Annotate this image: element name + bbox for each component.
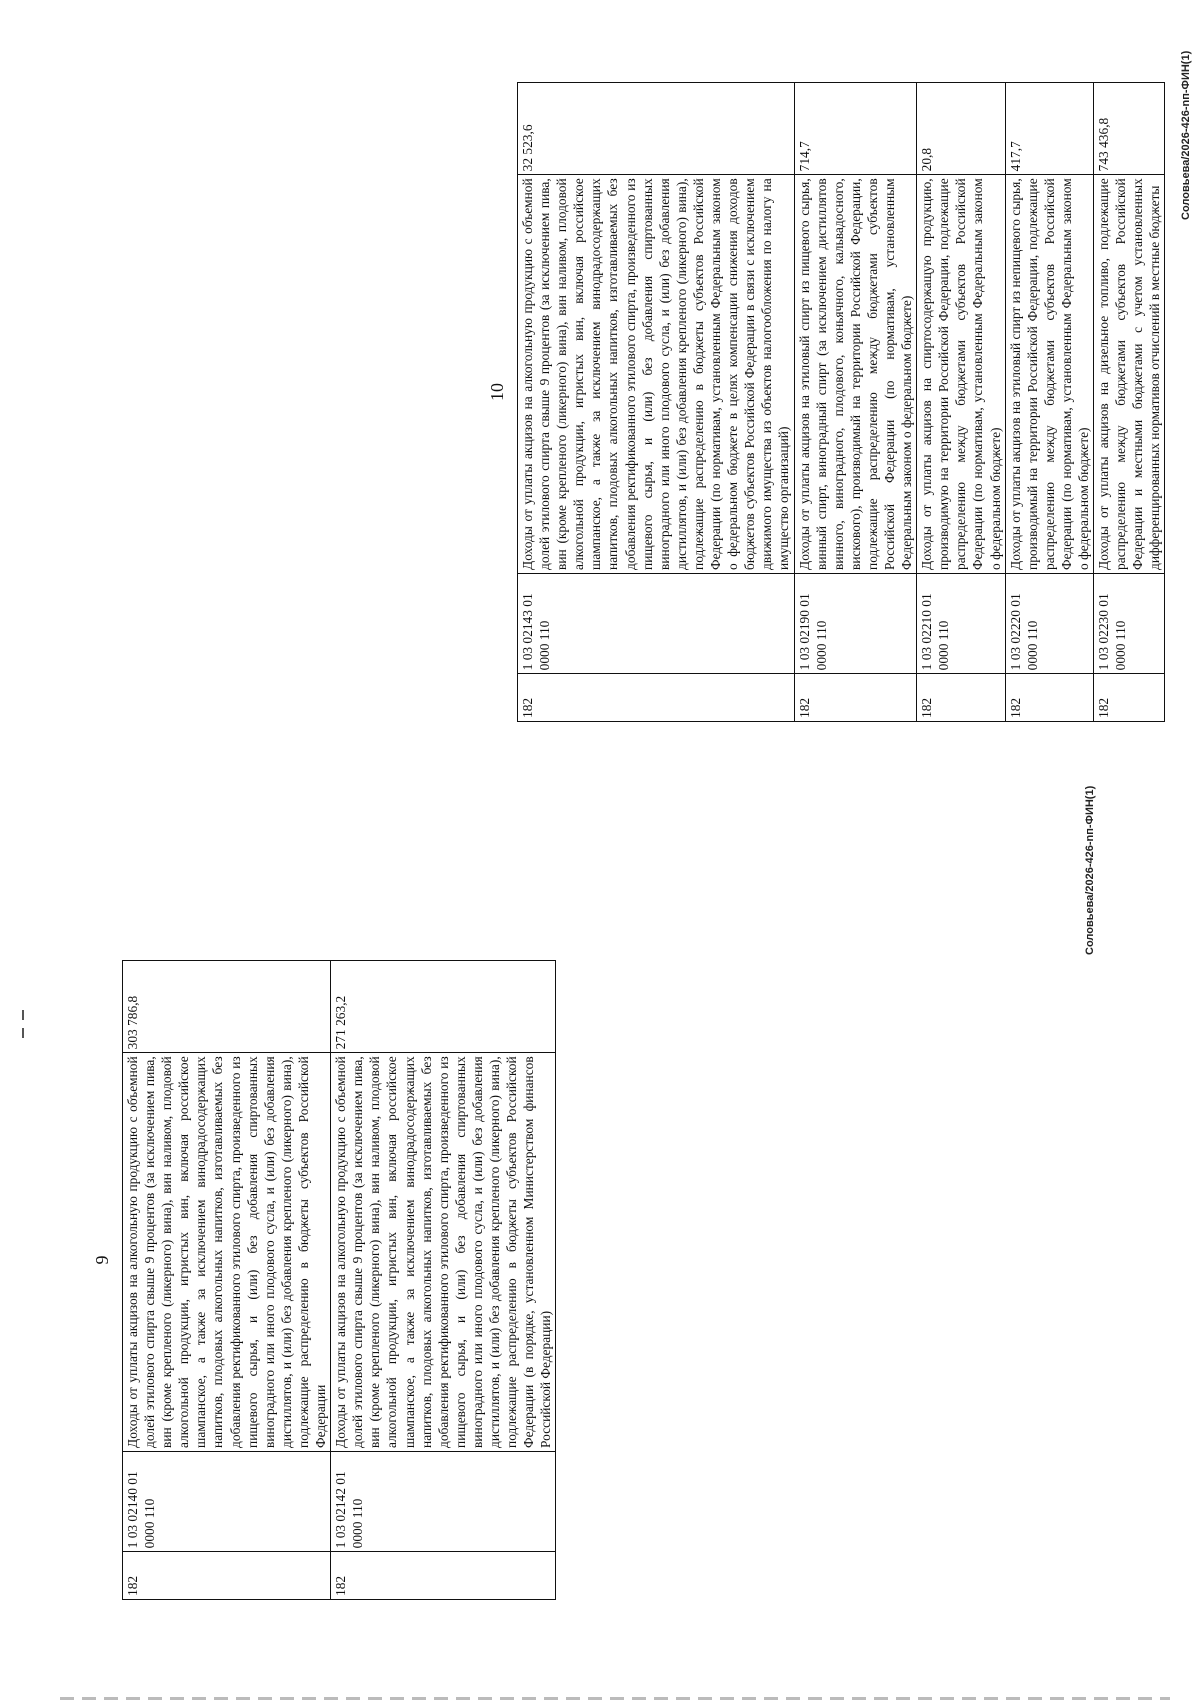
- page-9: [92, 920, 556, 1600]
- table-row: [1094, 83, 1165, 722]
- page-number: 9: [92, 1255, 112, 1265]
- revenue-name-cell: Доходы от уплаты акцизов на спиртосодержащую продукцию, производимую на территории Российской Федерации, подлежащие распределению между бюджетами субъектов Российской Федерации (по нормативам, установленным Федеральным законом о федеральном бюджете): [917, 175, 1005, 574]
- page-number: 10: [487, 383, 507, 401]
- budget-code-cell: 1 03 02230 01 0000 110: [1094, 573, 1165, 673]
- budget-code-cell: 1 03 02210 01 0000 110: [917, 573, 1005, 673]
- table-row: [1005, 83, 1093, 722]
- scan-mark: [22, 1010, 24, 1020]
- amount-cell: 417,7: [1005, 83, 1093, 175]
- budget-code-cell: 1 03 02190 01 0000 110: [794, 573, 917, 673]
- amount-cell: 303 786,8: [123, 961, 331, 1053]
- org-code-cell: 182: [917, 674, 1005, 722]
- revenue-name-cell: Доходы от уплаты акцизов на этиловый спирт из пищевого сырья, винный спирт, виноградный спирт (за исключением дистиллятов винного, виноградного, плодового, коньячного, кальвадосного, вискового), производимый на территории Российской Федерации, подлежащие распределению между бюджетами субъектов Российской Федерации (по нормативам, установленным Федеральным законом о федеральном бюджете): [794, 175, 917, 574]
- revenue-table: [517, 82, 1165, 722]
- revenue-table: [122, 960, 556, 1600]
- revenue-name-cell: Доходы от уплаты акцизов на дизельное топливо, подлежащие распределению между бюджетами субъектов Российской Федерации и местными бюджетами с учетом установленных дифференцированных нормативов отчислений в местные бюджеты: [1094, 175, 1165, 574]
- scan-mark: [22, 1028, 24, 1038]
- amount-cell: 20,8: [917, 83, 1005, 175]
- table-row: [123, 961, 331, 1600]
- page-10: [487, 62, 1165, 722]
- org-code-cell: 182: [518, 674, 795, 722]
- revenue-name-cell: Доходы от уплаты акцизов на алкогольную продукцию с объемной долей этилового спирта свыше 9 процентов (за исключением пива, вин (кроме крепленого (ликерного) вина), вин наливом, плодовой алкогольной продукции, игристых вин, включая российское шампанское, а также за исключением винодрадосодержащих напитков, плодовых алкогольных напитков, изготавливаемых без добавления ректификованного этилового спирта, произведенного из пищевого сырья, и (или) без добавления спиртованных виноградного или иного плодового сусла, и (или) без добавления дистиллятов, и (или) без добавления крепленого (ликерного) вина), подлежащие распределению в бюджеты субъектов Российской Федерации (в порядке, установленном Министерством финансов Российской Федерации): [331, 1053, 556, 1452]
- budget-code-cell: 1 03 02140 01 0000 110: [123, 1451, 331, 1551]
- budget-code-cell: 1 03 02143 01 0000 110: [518, 573, 795, 673]
- revenue-name-cell: Доходы от уплаты акцизов на алкогольную продукцию с объемной долей этилового спирта свыше 9 процентов (за исключением пива, вин (кроме крепленого (ликерного) вина), вин наливом, плодовой алкогольной продукции, игристых вин, включая российское шампанское, а также за исключением винодрадосодержащих напитков, плодовых алкогольных напитков, изготавливаемых без добавления ректификованного этилового спирта, произведенного из пищевого сырья, и (или) без добавления спиртованных виноградного или иного плодового сусла, и (или) без добавления дистиллятов, и (или) без добавления крепленого (ликерного) вина), подлежащие распределению в бюджеты субъектов Российской Федерации: [123, 1053, 331, 1452]
- budget-code-cell: 1 03 02220 01 0000 110: [1005, 573, 1093, 673]
- org-code-cell: 182: [1094, 674, 1165, 722]
- org-code-cell: 182: [1005, 674, 1093, 722]
- amount-cell: 32 523,6: [518, 83, 795, 175]
- table-row: [794, 83, 917, 722]
- org-code-cell: 182: [331, 1552, 556, 1600]
- file-path-label: Соловьева/2026-426-nп-ФИН(1): [1084, 785, 1096, 955]
- file-path-label: Соловьева/2026-426-nп-ФИН(1): [1180, 50, 1192, 220]
- table-row: [917, 83, 1005, 722]
- org-code-cell: 182: [794, 674, 917, 722]
- budget-code-cell: 1 03 02142 01 0000 110: [331, 1451, 556, 1551]
- table-row: [331, 961, 556, 1600]
- amount-cell: 743 436,8: [1094, 83, 1165, 175]
- table-row: [518, 83, 795, 722]
- revenue-name-cell: Доходы от уплаты акцизов на этиловый спирт из непищевого сырья, производимый на территории Российской Федерации, подлежащие распределению между бюджетами субъектов Российской Федерации (по нормативам, установленным Федеральным законом о федеральном бюджете): [1005, 175, 1093, 574]
- amount-cell: 271 263,2: [331, 961, 556, 1053]
- amount-cell: 714,7: [794, 83, 917, 175]
- revenue-name-cell: Доходы от уплаты акцизов на алкогольную продукцию с объемной долей этилового спирта свыше 9 процентов (за исключением пива, вин (кроме крепленого (ликерного) вина), вин наливом, плодовой алкогольной продукции, игристых вин, включая российское шампанское, а также за исключением винодрадосодержащих напитков, плодовых алкогольных напитков, изготавливаемых без добавления ректификованного этилового спирта, произведенного из пищевого сырья, и (или) без добавления спиртованных виноградного или иного плодового сусла, и (или) без добавления дистиллятов, и (или) без добавления крепленого (ликерного) вина), подлежащие распределению в бюджеты субъектов Российской Федерации (по нормативам, установленным Федеральным законом о федеральном бюджете в целях компенсации снижения доходов бюджетов субъектов Российской Федерации в связи с исключением движимого имущества из объектов налогообложения по налогу на имущество организаций): [518, 175, 795, 574]
- org-code-cell: 182: [123, 1552, 331, 1600]
- scan-edge-artifact: [60, 1697, 1170, 1700]
